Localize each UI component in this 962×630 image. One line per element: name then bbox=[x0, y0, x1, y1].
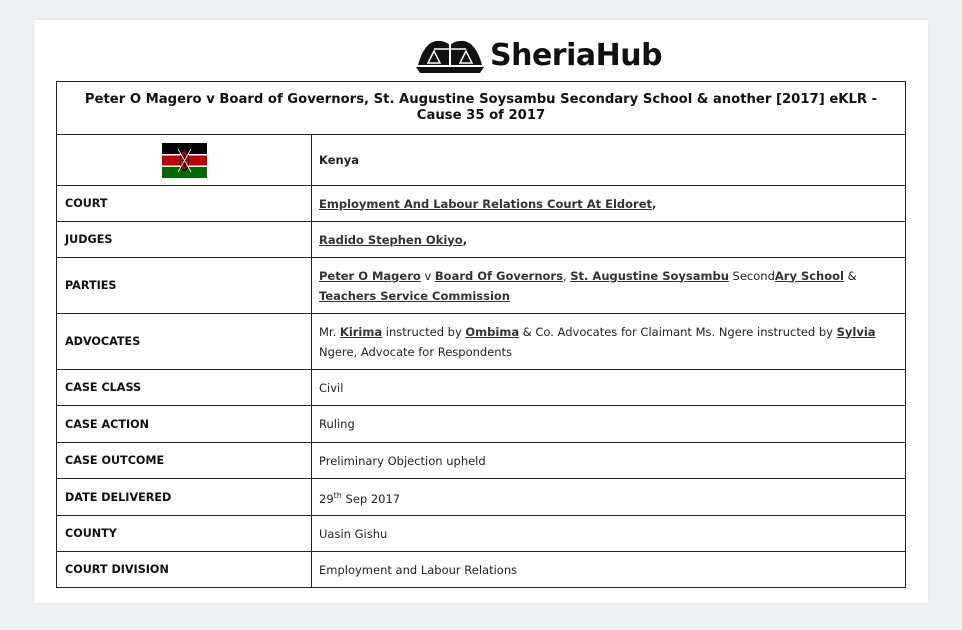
case-class-value: Civil bbox=[312, 370, 906, 406]
advocates-label: ADVOCATES bbox=[57, 314, 312, 370]
judge-link[interactable]: Radido Stephen Okiyo bbox=[319, 232, 463, 247]
case-class-label: CASE CLASS bbox=[57, 370, 312, 406]
scales-of-justice-icon bbox=[414, 35, 486, 75]
date-rest: Sep 2017 bbox=[341, 491, 401, 506]
advocates-text-3: & Co. Advocates for Claimant Ms. Ngere instructed by bbox=[519, 324, 837, 339]
judges-trail: , bbox=[462, 232, 468, 247]
case-card bbox=[34, 20, 928, 603]
date-suffix: th bbox=[333, 490, 342, 500]
date-delivered-label: DATE DELIVERED bbox=[57, 479, 312, 516]
court-value bbox=[312, 186, 906, 222]
kenya-flag-icon bbox=[162, 143, 207, 178]
case-outcome-label: CASE OUTCOME bbox=[57, 443, 312, 479]
case-title: Peter O Magero v Board of Governors, St. Augustine Soysambu Secondary School & another [2017] eKLR - Cause 35 of 2017 bbox=[57, 82, 906, 135]
county-value: Uasin Gishu bbox=[312, 516, 906, 552]
advocate-link-sylvia[interactable]: Sylvia bbox=[836, 324, 876, 339]
party-link-school[interactable]: Ary School bbox=[774, 268, 844, 283]
parties-v: v bbox=[420, 268, 435, 283]
country-value: Kenya bbox=[312, 135, 906, 186]
court-division-label: COURT DIVISION bbox=[57, 552, 312, 588]
case-outcome-value: Preliminary Objection upheld bbox=[312, 443, 906, 479]
advocate-link-kirima[interactable]: Kirima bbox=[339, 324, 383, 339]
advocates-text-2: instructed by bbox=[382, 324, 466, 339]
brand-name: SheriaHub bbox=[490, 37, 663, 73]
sheriahub-logo[interactable] bbox=[414, 34, 662, 76]
judges-label: JUDGES bbox=[57, 222, 312, 258]
parties-comma: , bbox=[562, 268, 571, 283]
advocates-text-4: Ngere, Advocate for Respondents bbox=[319, 344, 513, 359]
flag-cell bbox=[57, 135, 312, 186]
advocate-link-ombima[interactable]: Ombima bbox=[465, 324, 520, 339]
case-action-label: CASE ACTION bbox=[57, 406, 312, 443]
judges-value bbox=[312, 222, 906, 258]
court-link[interactable]: Employment And Labour Relations Court At Eldoret bbox=[319, 196, 653, 211]
party-link-magero[interactable]: Peter O Magero bbox=[319, 268, 421, 283]
parties-label: PARTIES bbox=[57, 258, 312, 314]
case-action-value: Ruling bbox=[312, 406, 906, 443]
advocates-value bbox=[312, 314, 906, 370]
date-day: 29 bbox=[319, 491, 334, 506]
parties-second: Second bbox=[728, 268, 775, 283]
party-link-soysambu[interactable]: St. Augustine Soysambu bbox=[570, 268, 729, 283]
parties-amp: & bbox=[843, 268, 857, 283]
date-delivered-value bbox=[312, 479, 906, 516]
court-label: COURT bbox=[57, 186, 312, 222]
advocates-text-1: Mr. bbox=[319, 324, 340, 339]
party-link-board[interactable]: Board Of Governors bbox=[434, 268, 563, 283]
court-trail: , bbox=[652, 196, 657, 211]
county-label: COUNTY bbox=[57, 516, 312, 552]
party-link-tsc[interactable]: Teachers Service Commission bbox=[319, 288, 510, 303]
case-details-table bbox=[56, 81, 906, 588]
parties-value bbox=[312, 258, 906, 314]
court-division-value: Employment and Labour Relations bbox=[312, 552, 906, 588]
